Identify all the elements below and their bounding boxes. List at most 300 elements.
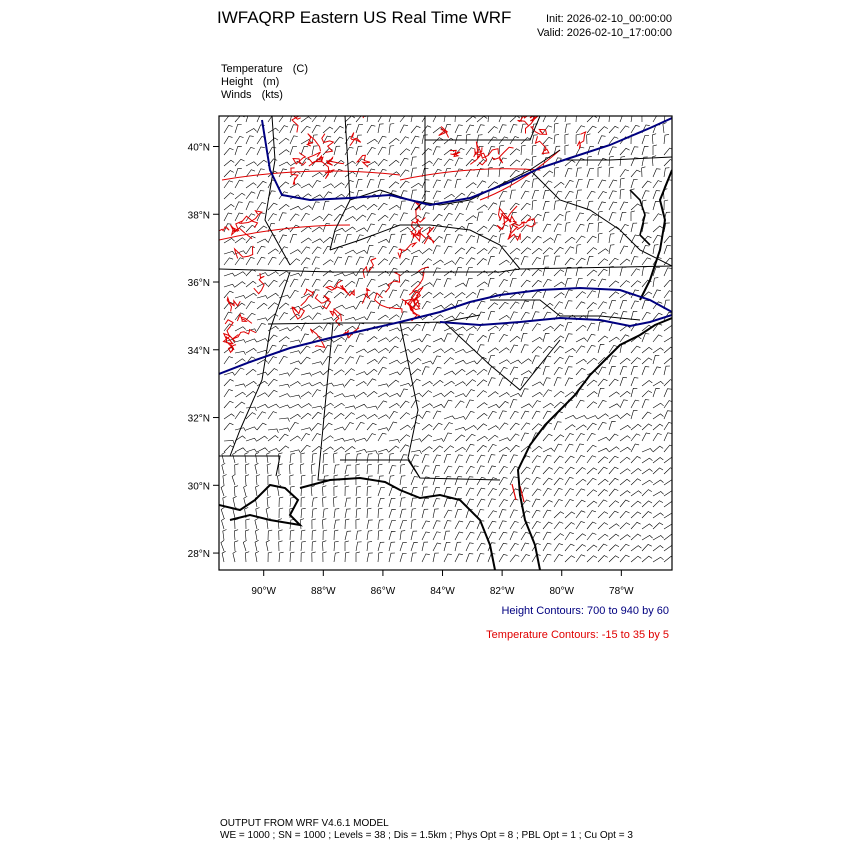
- wind-barb: [521, 191, 529, 199]
- wind-barb: [334, 257, 342, 265]
- wind-barb: [433, 411, 441, 419]
- wind-barb: [268, 475, 272, 485]
- wind-barb: [235, 541, 239, 551]
- wind-barb: [235, 359, 245, 364]
- wind-barb: [389, 531, 396, 540]
- wind-barb: [642, 136, 649, 145]
- wind-barb: [433, 393, 444, 397]
- temperature-contour: [315, 294, 330, 308]
- wind-barb: [609, 266, 614, 276]
- wind-barb: [235, 193, 245, 199]
- wind-barb: [543, 478, 552, 485]
- wind-barb: [598, 534, 608, 540]
- wind-barb: [565, 169, 572, 177]
- wind-barb: [356, 542, 362, 551]
- wind-barb: [257, 191, 264, 199]
- wind-barb: [246, 281, 256, 287]
- wind-barb: [246, 225, 256, 232]
- wind-barb: [367, 464, 372, 474]
- wind-barb: [367, 245, 373, 254]
- wind-barb: [222, 452, 225, 463]
- wind-barb: [378, 384, 389, 388]
- wind-barb: [433, 446, 443, 452]
- wind-barb: [367, 113, 373, 122]
- wind-barb: [587, 522, 596, 529]
- wind-barb: [532, 248, 542, 254]
- wind-barb: [224, 213, 232, 221]
- model-settings: WE = 1000 ; SN = 1000 ; Levels = 38 ; Dis = 1.5km ; Phys Opt = 8 ; PBL Opt = 1 ; Cu Opt = 3: [220, 830, 633, 841]
- wind-barb: [466, 202, 473, 210]
- wind-barb: [554, 534, 564, 540]
- wind-barb: [400, 334, 408, 342]
- wind-barb: [664, 268, 672, 276]
- wind-barb: [235, 136, 244, 144]
- wind-barb: [455, 334, 463, 342]
- wind-barb: [444, 279, 451, 287]
- wind-barb: [411, 113, 417, 122]
- wind-barb: [598, 167, 602, 177]
- wind-barb: [477, 345, 484, 353]
- wind-barb: [268, 390, 278, 397]
- temperature-contour: [291, 112, 301, 133]
- wind-barb: [279, 418, 290, 422]
- wind-barb: [345, 326, 356, 331]
- wind-barb: [279, 162, 290, 166]
- wind-barb: [400, 521, 407, 530]
- wind-barb: [444, 499, 451, 508]
- wind-barb: [642, 334, 649, 342]
- temperature-contour: [292, 307, 305, 319]
- wind-barb: [587, 201, 593, 210]
- wind-barb: [510, 423, 519, 430]
- wind-barb: [422, 301, 431, 309]
- state-boundary: [490, 300, 640, 320]
- wind-barb: [268, 369, 278, 376]
- wind-barb: [642, 381, 652, 387]
- wind-barb: [378, 367, 387, 375]
- wind-barb: [466, 183, 476, 188]
- wind-barb: [543, 212, 549, 221]
- field-unit: (m): [262, 76, 280, 88]
- wind-barb: [444, 446, 454, 452]
- wind-barb: [345, 406, 356, 410]
- wind-barb: [631, 400, 639, 408]
- wind-barb: [433, 315, 443, 320]
- wind-barb: [389, 403, 400, 408]
- wind-barb: [565, 180, 574, 188]
- wind-barb: [565, 237, 575, 243]
- wind-barb: [565, 223, 570, 232]
- wind-barb: [378, 453, 383, 463]
- wind-barb: [433, 553, 439, 562]
- wind-barb: [367, 379, 376, 386]
- wind-barb: [543, 333, 550, 342]
- wind-barb: [565, 556, 575, 562]
- wind-barb: [389, 422, 397, 430]
- wind-barb: [334, 541, 339, 551]
- field-name: Temperature: [221, 63, 283, 75]
- wind-barb: [488, 444, 497, 452]
- wind-barb: [345, 395, 356, 399]
- wind-barb: [255, 529, 259, 540]
- wind-barb: [235, 202, 243, 210]
- field-unit: (C): [292, 63, 309, 75]
- wind-barb: [433, 543, 441, 551]
- wind-barb: [598, 544, 607, 551]
- wind-barb: [301, 373, 312, 377]
- wind-barb: [356, 205, 367, 210]
- wind-barb: [477, 125, 485, 133]
- wind-barb: [411, 400, 420, 408]
- wind-barb: [499, 315, 510, 320]
- wind-barb: [221, 485, 224, 496]
- wind-barb: [466, 411, 475, 419]
- wind-barb: [301, 169, 309, 177]
- temperature-contour: [232, 330, 256, 339]
- wind-barb: [356, 257, 364, 265]
- wind-barb: [521, 203, 531, 210]
- wind-barb: [301, 404, 312, 409]
- wind-barb: [356, 531, 362, 540]
- wind-barb: [334, 183, 344, 188]
- wind-barb: [532, 179, 537, 188]
- wind-barb: [224, 171, 234, 178]
- wind-barb: [565, 415, 576, 419]
- wind-barb: [433, 293, 443, 299]
- wind-barb: [576, 245, 581, 255]
- wind-barb: [510, 336, 520, 342]
- wind-barb: [598, 512, 608, 518]
- wind-barb: [356, 454, 361, 463]
- wind-barb: [620, 358, 630, 364]
- wind-barb: [532, 291, 541, 298]
- wind-barb: [521, 555, 530, 563]
- wind-barb: [323, 214, 332, 221]
- lat-label: 36°N: [187, 278, 210, 290]
- wind-barb: [642, 424, 652, 430]
- wind-barb: [466, 554, 473, 562]
- wind-barb: [378, 542, 384, 551]
- wind-barb: [576, 325, 586, 331]
- wind-barb: [444, 159, 453, 166]
- wind-barb: [532, 446, 542, 452]
- wind-barb: [444, 334, 451, 342]
- wind-barb: [268, 379, 278, 386]
- wind-barb: [587, 533, 596, 540]
- wind-barb: [587, 468, 597, 474]
- wind-barb: [620, 511, 630, 518]
- wind-barb: [664, 246, 671, 255]
- wind-barb: [256, 452, 260, 463]
- wind-barb: [587, 358, 597, 364]
- wind-barb: [543, 467, 553, 474]
- wind-barb: [356, 422, 365, 430]
- wind-barb: [334, 453, 338, 463]
- lon-label: 78°W: [609, 586, 634, 597]
- wind-barb: [576, 236, 585, 243]
- wind-barb: [521, 423, 530, 430]
- state-boundary: [330, 116, 350, 250]
- wind-barb: [488, 333, 495, 342]
- wind-barb: [290, 436, 301, 441]
- wind-barb: [400, 137, 409, 144]
- wind-barb: [499, 260, 510, 265]
- wind-barb: [444, 234, 451, 243]
- wind-barb: [532, 392, 543, 397]
- wind-barb: [598, 379, 607, 386]
- wind-barb: [466, 216, 476, 221]
- wind-barb: [221, 507, 224, 518]
- wind-barb: [499, 423, 508, 430]
- wind-barb: [290, 404, 301, 408]
- wind-barb: [312, 349, 323, 353]
- wind-barb: [444, 433, 452, 441]
- wind-barb: [279, 182, 289, 188]
- wind-barb: [255, 518, 259, 529]
- wind-barb: [510, 521, 519, 529]
- coastline: [518, 318, 672, 570]
- wind-barb: [356, 279, 363, 288]
- wind-barb: [245, 464, 249, 474]
- lon-label: 88°W: [311, 586, 336, 597]
- wind-barb: [664, 491, 675, 496]
- wind-barb: [411, 509, 416, 519]
- wind-barb: [554, 201, 559, 210]
- wind-barb: [268, 552, 272, 562]
- wind-barb: [224, 401, 234, 408]
- wind-barb: [400, 201, 406, 210]
- wind-barb: [587, 445, 597, 452]
- wind-barb: [367, 423, 377, 430]
- wind-barb: [345, 250, 356, 254]
- wind-barb: [255, 540, 259, 551]
- wind-barb: [389, 360, 400, 364]
- wind-barb: [609, 434, 618, 441]
- wind-barb: [257, 404, 268, 408]
- wind-barb: [224, 251, 235, 254]
- wind-barb: [422, 532, 430, 540]
- wind-barb: [257, 169, 265, 177]
- wind-barb: [477, 436, 488, 441]
- wind-barb: [598, 414, 609, 419]
- wind-barb: [631, 346, 640, 353]
- wind-barb: [268, 293, 279, 298]
- wind-barb: [257, 213, 265, 221]
- wind-barb: [389, 205, 400, 210]
- wind-barb: [565, 124, 571, 133]
- wind-barb: [587, 280, 596, 288]
- wind-barb: [576, 168, 582, 177]
- wind-barb: [466, 532, 474, 540]
- wind-barb: [499, 280, 508, 288]
- wind-barb: [389, 466, 396, 474]
- wind-barb: [587, 256, 593, 265]
- wind-barb: [598, 180, 606, 188]
- wind-barb: [598, 222, 602, 232]
- wind-barb: [433, 305, 444, 309]
- wind-barb: [576, 416, 587, 420]
- wind-barb: [422, 542, 428, 551]
- wind-barb: [664, 556, 674, 562]
- wind-barb: [455, 202, 463, 210]
- wind-barb: [576, 368, 586, 375]
- wind-barb: [488, 303, 498, 309]
- wind-barb: [488, 278, 494, 287]
- wind-barb: [455, 401, 464, 408]
- wind-barb: [587, 501, 597, 507]
- wind-barb: [345, 498, 351, 507]
- wind-barb: [620, 479, 630, 485]
- wind-barb: [477, 249, 487, 255]
- wind-barb: [224, 379, 234, 386]
- wind-barb: [422, 323, 429, 331]
- wind-barb: [257, 246, 265, 254]
- wind-barb: [576, 359, 587, 364]
- wind-barb: [411, 542, 418, 551]
- wind-barb: [257, 423, 266, 430]
- wind-barb: [400, 413, 410, 419]
- wind-barb: [532, 521, 541, 529]
- wind-barb: [455, 521, 463, 529]
- wind-barb: [532, 312, 539, 320]
- wind-barb: [334, 205, 345, 210]
- wind-barb: [598, 233, 603, 243]
- wind-barb: [290, 250, 301, 254]
- wind-barb: [433, 423, 442, 430]
- wind-barb: [477, 181, 486, 188]
- wind-barb: [554, 367, 563, 375]
- wind-barb: [631, 223, 637, 232]
- wind-barb: [378, 552, 383, 562]
- wind-barb: [301, 305, 312, 309]
- wind-barb: [367, 213, 376, 221]
- wind-barb: [455, 213, 464, 221]
- wind-barb: [554, 544, 563, 551]
- wind-barb: [653, 214, 662, 221]
- temperature-contour: [499, 208, 512, 224]
- wind-barb: [389, 124, 394, 134]
- wind-barb: [400, 531, 405, 540]
- wind-barb: [334, 137, 343, 144]
- wind-barb: [367, 520, 373, 529]
- wind-barb: [334, 305, 345, 309]
- wind-barb: [455, 369, 465, 375]
- wind-barb: [477, 282, 488, 287]
- wind-barb: [543, 554, 551, 562]
- wind-barb: [367, 508, 371, 518]
- wind-barb: [378, 449, 389, 452]
- wind-barb: [246, 136, 254, 144]
- wind-barb: [598, 467, 608, 474]
- wind-barb: [466, 326, 477, 331]
- wind-barb: [587, 345, 596, 353]
- wind-barb: [235, 146, 242, 155]
- wind-barb: [279, 328, 290, 331]
- wind-barb: [532, 382, 543, 386]
- wind-barb: [664, 480, 675, 485]
- wind-barb: [565, 489, 574, 496]
- wind-barb: [224, 390, 233, 398]
- wind-barb: [301, 552, 305, 562]
- wind-barb: [565, 467, 574, 474]
- wind-barb: [245, 530, 249, 540]
- wind-barb: [323, 224, 330, 232]
- temperature-contour: [512, 484, 516, 500]
- wind-barb: [444, 194, 455, 199]
- wind-barb: [422, 554, 430, 562]
- wind-barb: [598, 448, 609, 452]
- wind-barb: [433, 201, 439, 210]
- wind-barb: [543, 137, 553, 144]
- wind-barb: [488, 521, 496, 529]
- wind-barb: [488, 478, 497, 485]
- wind-barb: [312, 498, 317, 507]
- wind-barb: [653, 181, 662, 188]
- wind-barb: [345, 161, 356, 166]
- wind-barb: [411, 393, 422, 397]
- wind-barb: [224, 284, 235, 287]
- wind-barb: [653, 501, 663, 507]
- wind-barb: [631, 301, 639, 309]
- wind-barb: [565, 334, 573, 342]
- wind-barb: [235, 180, 243, 188]
- wind-barb: [620, 178, 625, 188]
- wind-barb: [653, 403, 664, 408]
- wind-barb: [268, 272, 279, 277]
- wind-barb: [246, 519, 250, 529]
- wind-barb: [312, 362, 323, 366]
- wind-barb: [554, 422, 562, 430]
- wind-barb: [433, 380, 443, 386]
- wind-barb: [389, 290, 397, 298]
- wind-barb: [466, 247, 475, 254]
- wind-barb: [266, 507, 270, 518]
- coastline: [640, 170, 672, 300]
- wind-barb: [300, 519, 304, 529]
- wind-barb: [609, 392, 620, 397]
- wind-barb: [609, 467, 618, 474]
- wind-barb: [455, 417, 466, 420]
- wind-barb: [422, 411, 430, 419]
- wind-barb: [532, 477, 541, 485]
- wind-barb: [642, 490, 652, 496]
- wind-barb: [268, 436, 278, 442]
- wind-barb: [235, 464, 239, 474]
- wind-barb: [268, 449, 279, 453]
- wind-barb: [455, 542, 461, 551]
- wind-barb: [444, 455, 451, 464]
- wind-barb: [499, 401, 509, 408]
- wind-barb: [554, 444, 562, 452]
- wind-barb: [411, 553, 417, 562]
- wind-barb: [631, 179, 638, 188]
- wind-barb: [334, 465, 339, 474]
- wind-barb: [268, 203, 277, 210]
- wind-barb: [334, 337, 345, 342]
- wind-barb: [235, 392, 246, 397]
- wind-barb: [510, 149, 520, 155]
- wind-barb: [631, 147, 638, 155]
- wind-barb: [587, 545, 597, 551]
- wind-barb: [301, 475, 305, 485]
- wind-barb: [664, 366, 670, 375]
- wind-barb: [312, 125, 320, 133]
- wind-barb: [631, 211, 635, 221]
- wind-barb: [400, 181, 409, 188]
- wind-barb: [587, 116, 597, 122]
- wind-barb: [532, 236, 542, 243]
- wind-barb: [565, 258, 574, 265]
